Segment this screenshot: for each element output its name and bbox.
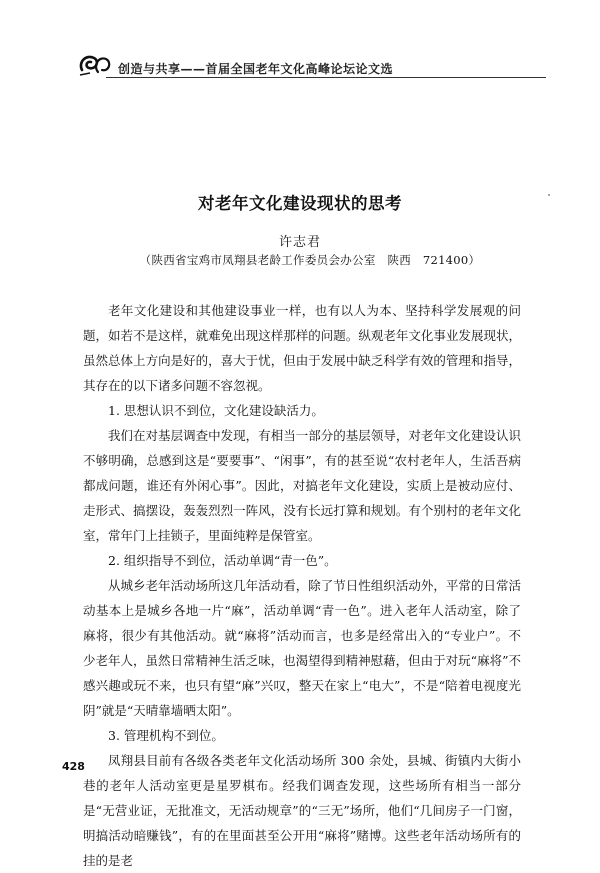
page-number: 428 (62, 760, 85, 773)
article-title: 对老年文化建设现状的思考 (198, 194, 402, 213)
running-header (76, 50, 546, 80)
author-affiliation: （陕西省宝鸡市凤翔县老龄工作委员会办公室 陕西 721400） (139, 253, 481, 267)
paragraph: 老年文化建设和其他建设事业一样，也有以人为本、坚持科学发展观的问题，如若不是这样，就难免出现这样那样的问题。纵观老年文化事业发展现状，虽然总体上方向是好的，喜大于忧，但由于发展中缺乏科学有效的管理和指导，其存在的以下诸多问题不容忽视。 (83, 303, 521, 393)
article-body (83, 298, 521, 873)
header-rule (106, 77, 546, 78)
article-author: 许志君 (278, 235, 321, 250)
paragraph: 凤翔县目前有各级各类老年文化活动场所 300 余处，县城、街镇内大街小巷的老年人活动室更是星罗棋布。经我们调查发现，这些场所有相当一部分是“无营业证，无批准文，无活动规章”的“三无”场所，他们“几间房子一门窗，明搞活动暗赚钱”，有的在里面甚至公开用“麻将”赌博。这些老年活动场所有的挂的是老 (83, 753, 521, 868)
section-heading: 1. 思想认识不到位，文化建设缺活力。 (108, 403, 324, 418)
paragraph: 我们在对基层调查中发现，有相当一部分的基层领导，对老年文化建设认识不够明确，总感到这是“要要事”、“闲事”，有的甚至说“农村老年人，生活吾病都成问题，谁还有外闲心事”。因此，对搞老年文化建设，实质上是被动应付、走形式、搞摆设，轰轰烈烈一阵风，没有长远打算和规划。有个别村的老年文化室，常年门上挂锁子，里面纯粹是保管室。 (83, 428, 521, 543)
scan-speck (548, 194, 550, 196)
section-heading: 2. 组织指导不到位，活动单调“青一色”。 (108, 553, 337, 568)
section-heading: 3. 管理机构不到位。 (108, 728, 224, 743)
conference-logo-icon (76, 50, 116, 80)
paragraph: 从城乡老年活动场所这几年活动看，除了节日性组织活动外，平常的日常活动基本上是城乡各地一片“麻”，活动单调“青一色”。进入老年人活动室，除了麻将，很少有其他活动。就“麻将”活动而言，也多是经常出入的“专业户”。不少老年人，虽然日常精神生活乏味，也渴望得到精神慰藉，但由于对玩“麻将”不感兴趣或玩不来，也只有望“麻”兴叹，整天在家上“电大”，不是“陪着电视度光阴”就是“天晴靠墙晒太阳”。 (83, 578, 521, 718)
running-title: 创造与共享——首届全国老年文化高峰论坛论文选 (118, 62, 394, 76)
